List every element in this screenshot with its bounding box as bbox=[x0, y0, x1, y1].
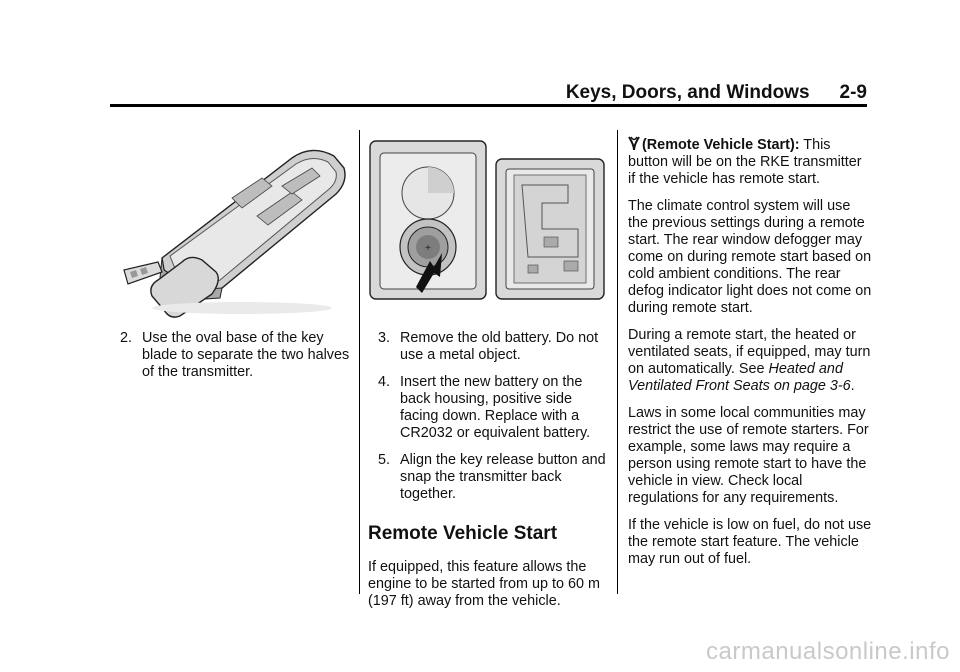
step-text: Remove the old battery. Do not use a metal object. bbox=[400, 330, 599, 363]
step-text: Align the key release button and snap the transmitter back together. bbox=[400, 452, 606, 502]
paragraph-heated-seats bbox=[628, 327, 872, 395]
remote-start-icon bbox=[628, 136, 640, 151]
section-title: Keys, Doors, and Windows bbox=[565, 82, 810, 103]
header-rule bbox=[110, 104, 867, 107]
paragraph-text: . bbox=[850, 378, 855, 394]
step-number: 5. bbox=[378, 452, 391, 468]
column-1 bbox=[110, 330, 350, 391]
step-number: 4. bbox=[378, 374, 391, 390]
paragraph-laws: Laws in some local communities may restrict the use of remote starters. For example, some laws may require a person using remote start to have the vehicle in view. Check local regulations for any requirements. bbox=[628, 405, 869, 506]
step-text: Use the oval base of the key blade to separate the two halves of the transmitter. bbox=[142, 330, 350, 380]
list-item bbox=[368, 330, 612, 364]
paragraph-climate: The climate control system will use the previous settings during a remote start. The rear window defogger may come on during remote start based on cold ambient conditions. The rear defog indicator light does not come on during remote start. bbox=[628, 198, 872, 316]
transmitter-halves-illustration bbox=[368, 137, 608, 303]
cross-reference-link[interactable]: Heated and Ventilated Front Seats on page 3-6 bbox=[628, 361, 851, 394]
paragraph-text: During a remote start, the heated or ventilated seats, if equipped, may turn on automatically. See bbox=[628, 327, 871, 377]
button-label: (Remote Vehicle Start): bbox=[642, 137, 800, 153]
list-item bbox=[110, 330, 350, 381]
step-text: Insert the new battery on the back housing, positive side facing down. Replace with a CR2032 or equivalent battery. bbox=[400, 374, 591, 441]
page-number: 2-9 bbox=[839, 82, 867, 103]
watermark: carmanualsonline.info bbox=[706, 638, 950, 665]
svg-text:+: + bbox=[425, 243, 431, 254]
page-header bbox=[110, 78, 867, 104]
column-3 bbox=[628, 136, 872, 578]
list-item bbox=[368, 374, 612, 442]
step-number: 2. bbox=[120, 330, 133, 346]
step-number: 3. bbox=[378, 330, 391, 346]
column-divider-2 bbox=[617, 130, 618, 594]
column-2 bbox=[368, 330, 612, 620]
list-item bbox=[368, 452, 612, 503]
button-description: This button will be on the RKE transmitter if the vehicle has remote start. bbox=[628, 137, 862, 187]
remote-start-button-paragraph bbox=[628, 136, 872, 188]
section-heading: Remote Vehicle Start bbox=[368, 523, 558, 544]
paragraph-fuel: If the vehicle is low on fuel, do not use the remote start feature. The vehicle may run out of fuel. bbox=[628, 517, 872, 567]
key-fob-open-illustration bbox=[112, 138, 350, 320]
column-divider-1 bbox=[359, 130, 360, 594]
intro-paragraph: If equipped, this feature allows the engine to be started from up to 60 m (197 ft) away from the vehicle. bbox=[368, 559, 600, 609]
